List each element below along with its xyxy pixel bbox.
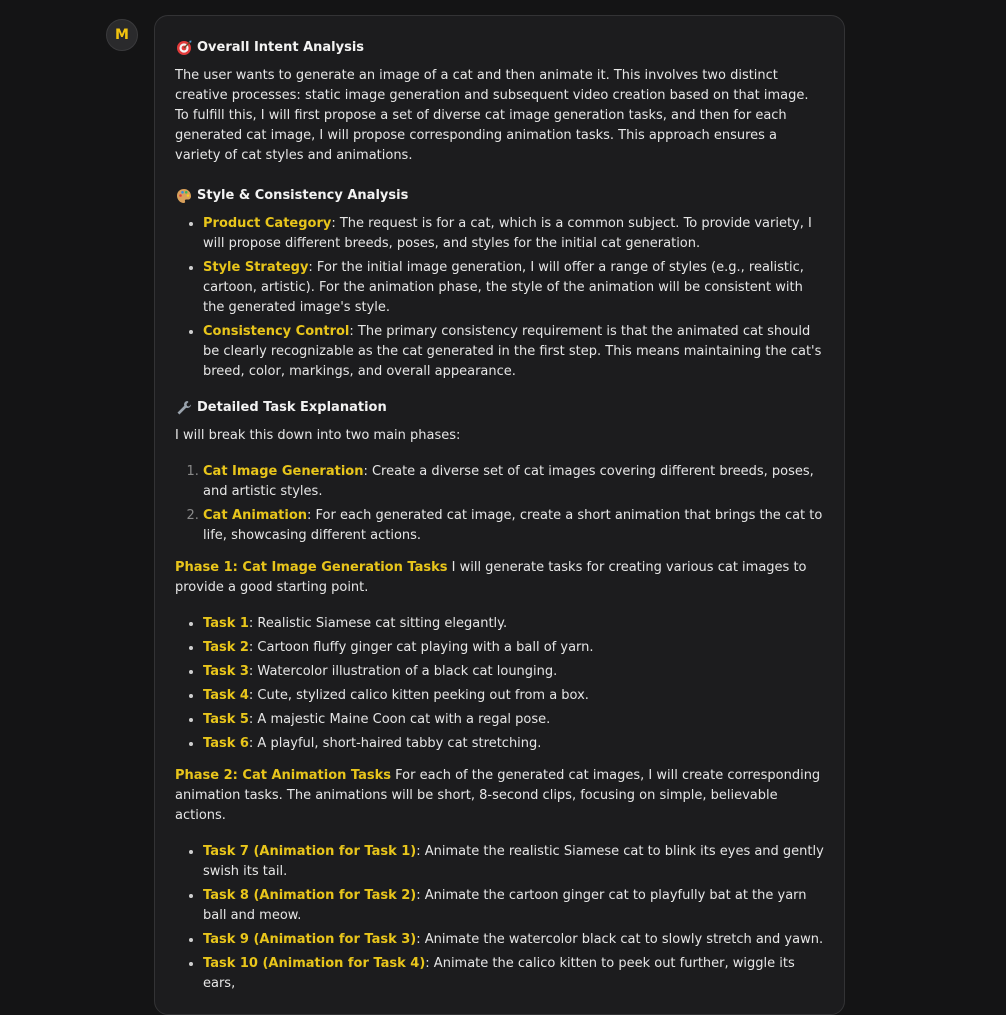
task-text: : Animate the realistic Siamese cat to blink its eyes and gently swish its tail. [203, 844, 824, 879]
list-item [203, 930, 824, 950]
task-text: : Watercolor illustration of a black cat lounging. [248, 664, 558, 679]
phase1-label: Phase 1: Cat Image Generation Tasks [175, 560, 448, 575]
list-item [203, 506, 824, 546]
wrench-icon [175, 399, 193, 417]
phase2-task-list [175, 842, 824, 994]
avatar [106, 19, 138, 51]
list-item [203, 710, 824, 730]
palette-icon [175, 187, 193, 205]
item-label: Consistency Control [203, 324, 350, 339]
intent-title: Overall Intent Analysis [197, 40, 365, 55]
list-item [203, 258, 824, 318]
task-label: Task 6 [203, 736, 249, 751]
detail-title: Detailed Task Explanation [197, 400, 387, 415]
intent-heading [175, 38, 824, 58]
task-text: : Cartoon fluffy ginger cat playing with a ball of yarn. [248, 640, 594, 655]
avatar-initial: M [115, 27, 129, 43]
detail-intro: I will break this down into two main phases: [175, 428, 461, 443]
phase1-task-list [175, 614, 824, 754]
style-list [175, 214, 824, 382]
intent-body: The user wants to generate an image of a cat and then animate it. This involves two distinct creative processes: static image generation and subsequent video creation based on that image. To fulfill this, I will first propose a set of diverse cat image generation tasks, and then for each generated cat image, I will propose corresponding animation tasks. This approach ensures a variety of cat styles and animations. [175, 68, 809, 163]
item-label: Style Strategy [203, 260, 309, 275]
item-label: Cat Animation [203, 508, 307, 523]
task-text: : A majestic Maine Coon cat with a regal pose. [248, 712, 551, 727]
task-label: Task 4 [203, 688, 249, 703]
task-text: : Animate the watercolor black cat to slowly stretch and yawn. [416, 932, 824, 947]
task-label: Task 3 [203, 664, 249, 679]
phase1-paragraph [175, 558, 824, 598]
list-item [203, 842, 824, 882]
phase2-paragraph [175, 766, 824, 826]
list-item [203, 638, 824, 658]
assistant-message-card [154, 15, 845, 1015]
list-item [203, 214, 824, 254]
task-label: Task 8 (Animation for Task 2) [203, 888, 417, 903]
phase2-text: For each of the generated cat images, I will create corresponding animation tasks. The animations will be short, 8-second clips, focusing on simple, believable actions. [175, 768, 821, 823]
item-label: Cat Image Generation [203, 464, 364, 479]
task-label: Task 5 [203, 712, 249, 727]
list-item [203, 322, 824, 382]
item-label: Product Category [203, 216, 332, 231]
list-item [203, 614, 824, 634]
task-text: : Animate the calico kitten to peek out further, wiggle its ears, [203, 956, 795, 991]
item-text: : For each generated cat image, create a short animation that brings the cat to life, showcasing different actions. [203, 508, 823, 543]
list-item [203, 734, 824, 754]
task-label: Task 10 (Animation for Task 4) [203, 956, 426, 971]
style-heading [175, 186, 824, 206]
list-item [203, 462, 824, 502]
list-item [203, 686, 824, 706]
detail-heading [175, 398, 824, 418]
list-item [203, 954, 824, 994]
phase1-text: I will generate tasks for creating various cat images to provide a good starting point. [175, 560, 807, 595]
task-label: Task 9 (Animation for Task 3) [203, 932, 417, 947]
task-text: : Realistic Siamese cat sitting elegantly. [248, 616, 508, 631]
phase-list [175, 462, 824, 546]
item-text: : The primary consistency requirement is that the animated cat should be clearly recognizable as the cat generated in the first step. This means maintaining the cat's breed, color, markings, and overall appearance. [203, 324, 822, 379]
target-icon [175, 39, 193, 57]
task-text: : A playful, short-haired tabby cat stretching. [248, 736, 542, 751]
item-text: : Create a diverse set of cat images covering different breeds, poses, and artistic styles. [203, 464, 814, 499]
phase2-label: Phase 2: Cat Animation Tasks [175, 768, 392, 783]
style-title: Style & Consistency Analysis [197, 188, 409, 203]
task-label: Task 2 [203, 640, 249, 655]
item-text: : The request is for a cat, which is a common subject. To provide variety, I will propose different breeds, poses, and styles for the initial cat generation. [203, 216, 812, 251]
task-text: : Cute, stylized calico kitten peeking out from a box. [248, 688, 589, 703]
task-label: Task 1 [203, 616, 249, 631]
list-item [203, 662, 824, 682]
task-label: Task 7 (Animation for Task 1) [203, 844, 417, 859]
list-item [203, 886, 824, 926]
task-text: : Animate the cartoon ginger cat to playfully bat at the yarn ball and meow. [203, 888, 807, 923]
item-text: : For the initial image generation, I will offer a range of styles (e.g., realistic, cartoon, artistic). For the animation phase, the style of the animation will be consistent with the generated image's style. [203, 260, 804, 315]
